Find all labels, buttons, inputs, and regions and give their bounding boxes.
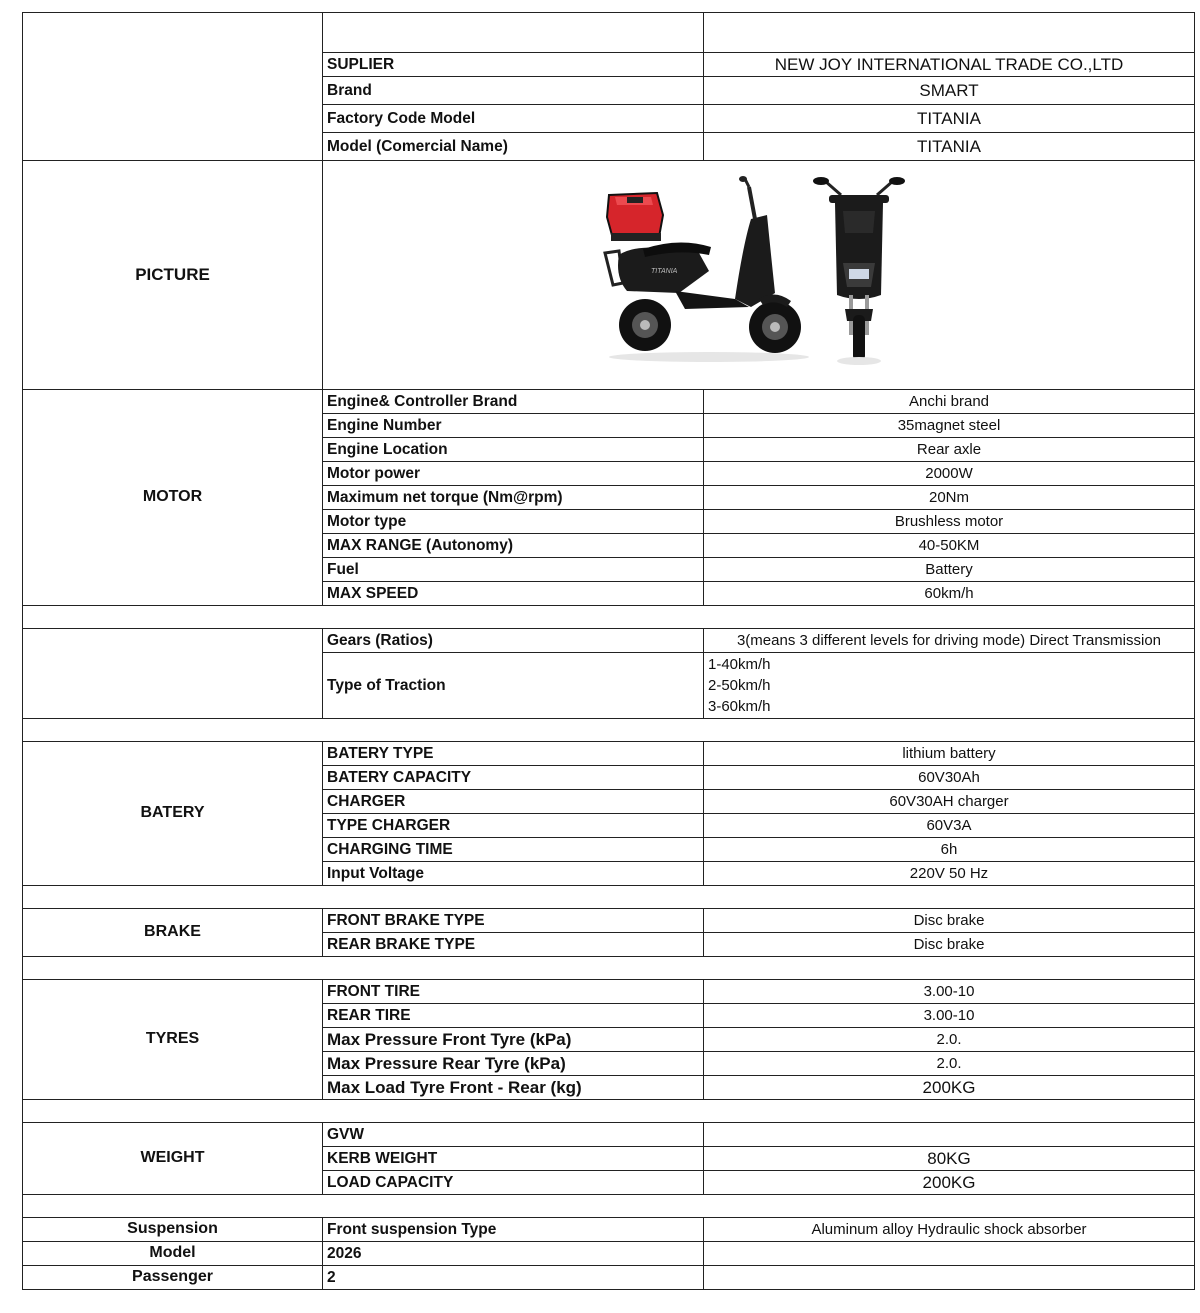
factory-code-value: TITANIA [704,105,1195,133]
suspension-category: Suspension [23,1218,323,1242]
motor-row-label: Engine& Controller Brand [323,390,704,414]
motor-row-value: 2000W [704,462,1195,486]
brand-label: Brand [323,77,704,105]
brake-label: BRAKE [23,909,323,957]
motor-row-value: Battery [704,558,1195,582]
battery-row-value: lithium battery [704,742,1195,766]
model-row [23,1242,1195,1266]
supplier-value: NEW JOY INTERNATIONAL TRADE CO.,LTD [704,53,1195,77]
brake-row-value: Disc brake [704,909,1195,933]
model-name-label: Model (Comercial Name) [323,133,704,161]
spacer-row [23,1195,1195,1218]
spacer-row [23,1100,1195,1123]
passenger-value: 2 [323,1266,704,1290]
spacer-row [23,719,1195,742]
tyres-row-label: Max Pressure Front Tyre (kPa) [323,1028,704,1052]
weight-row-label: KERB WEIGHT [323,1147,704,1171]
model-category: Model [23,1242,323,1266]
weight-row-label: LOAD CAPACITY [323,1171,704,1195]
motor-row-value: Brushless motor [704,510,1195,534]
motor-row-label: MAX RANGE (Autonomy) [323,534,704,558]
scooter-front-view [813,177,905,365]
passenger-row [23,1266,1195,1290]
motor-label: MOTOR [23,390,323,606]
weight-row-value: 200KG [704,1171,1195,1195]
scooter-image [599,175,919,375]
tyres-row-label: Max Load Tyre Front - Rear (kg) [323,1076,704,1100]
motor-row-value: Anchi brand [704,390,1195,414]
motor-row-value: Rear axle [704,438,1195,462]
battery-row-label: Input Voltage [323,862,704,886]
motor-row-value: 60km/h [704,582,1195,606]
spacer-row [23,886,1195,909]
traction-level: 2-50km/h [708,677,771,694]
motor-row-value: 35magnet steel [704,414,1195,438]
spacer-row [23,957,1195,980]
brake-row-value: Disc brake [704,933,1195,957]
tyres-row-label: FRONT TIRE [323,980,704,1004]
motor-row-label: Engine Location [323,438,704,462]
model-value: 2026 [323,1242,704,1266]
weight-row-value: 80KG [704,1147,1195,1171]
suspension-value: Aluminum alloy Hydraulic shock absorber [704,1218,1195,1242]
motor-row-value: 20Nm [704,486,1195,510]
battery-label: BATERY [23,742,323,886]
gears-label: Gears (Ratios) [323,629,704,653]
model-name-value: TITANIA [704,133,1195,161]
weight-row-label: GVW [323,1123,704,1147]
header-blank-cell [23,13,323,161]
traction-label: Type of Traction [323,653,704,719]
tyres-row-value: 2.0. [704,1028,1195,1052]
tyres-row-label: REAR TIRE [323,1004,704,1028]
tyres-row-value: 3.00-10 [704,1004,1195,1028]
suspension-row [23,1218,1195,1242]
tyres-row-0 [23,980,1195,1004]
motor-row-value: 40-50KM [704,534,1195,558]
factory-code-label: Factory Code Model [323,105,704,133]
battery-row-label: CHARGER [323,790,704,814]
battery-row-value: 220V 50 Hz [704,862,1195,886]
motor-row-label: Engine Number [323,414,704,438]
battery-row-0 [23,742,1195,766]
picture-cell [323,161,1195,390]
spacer-row [23,606,1195,629]
supplier-label: SUPLIER [323,53,704,77]
motor-row-label: Motor type [323,510,704,534]
picture-label: PICTURE [23,161,323,390]
gears-row [23,629,1195,653]
weight-row-value [704,1123,1195,1147]
spec-sheet-table [22,12,1195,1290]
transmission-blank-cell [23,629,323,719]
gears-value: 3(means 3 different levels for driving mode) Direct Transmission [704,629,1195,653]
weight-row-0 [23,1123,1195,1147]
battery-row-value: 60V30AH charger [704,790,1195,814]
battery-row-label: TYPE CHARGER [323,814,704,838]
scooter-decal: TITANIA [650,268,677,275]
picture-row [23,161,1195,390]
traction-level: 3-60km/h [708,698,771,715]
traction-level: 1-40km/h [708,656,771,673]
weight-label: WEIGHT [23,1123,323,1195]
header-top-row [23,13,1195,53]
motor-row-label: MAX SPEED [323,582,704,606]
battery-row-value: 60V30Ah [704,766,1195,790]
motor-row-label: Maximum net torque (Nm@rpm) [323,486,704,510]
tyres-row-value: 3.00-10 [704,980,1195,1004]
battery-row-value: 60V3A [704,814,1195,838]
tyres-row-value: 2.0. [704,1052,1195,1076]
tyres-row-label: Max Pressure Rear Tyre (kPa) [323,1052,704,1076]
tyres-label: TYRES [23,980,323,1100]
passenger-category: Passenger [23,1266,323,1290]
tyres-row-value: 200KG [704,1076,1195,1100]
battery-row-label: BATERY CAPACITY [323,766,704,790]
battery-row-label: CHARGING TIME [323,838,704,862]
brake-row-0 [23,909,1195,933]
brand-value: SMART [704,77,1195,105]
motor-row-label: Fuel [323,558,704,582]
suspension-label: Front suspension Type [323,1218,704,1242]
brake-row-label: FRONT BRAKE TYPE [323,909,704,933]
traction-values [704,653,1195,719]
brake-row-label: REAR BRAKE TYPE [323,933,704,957]
motor-row-label: Motor power [323,462,704,486]
scooter-side-view [605,176,809,362]
battery-row-value: 6h [704,838,1195,862]
battery-row-label: BATERY TYPE [323,742,704,766]
motor-row-0 [23,390,1195,414]
